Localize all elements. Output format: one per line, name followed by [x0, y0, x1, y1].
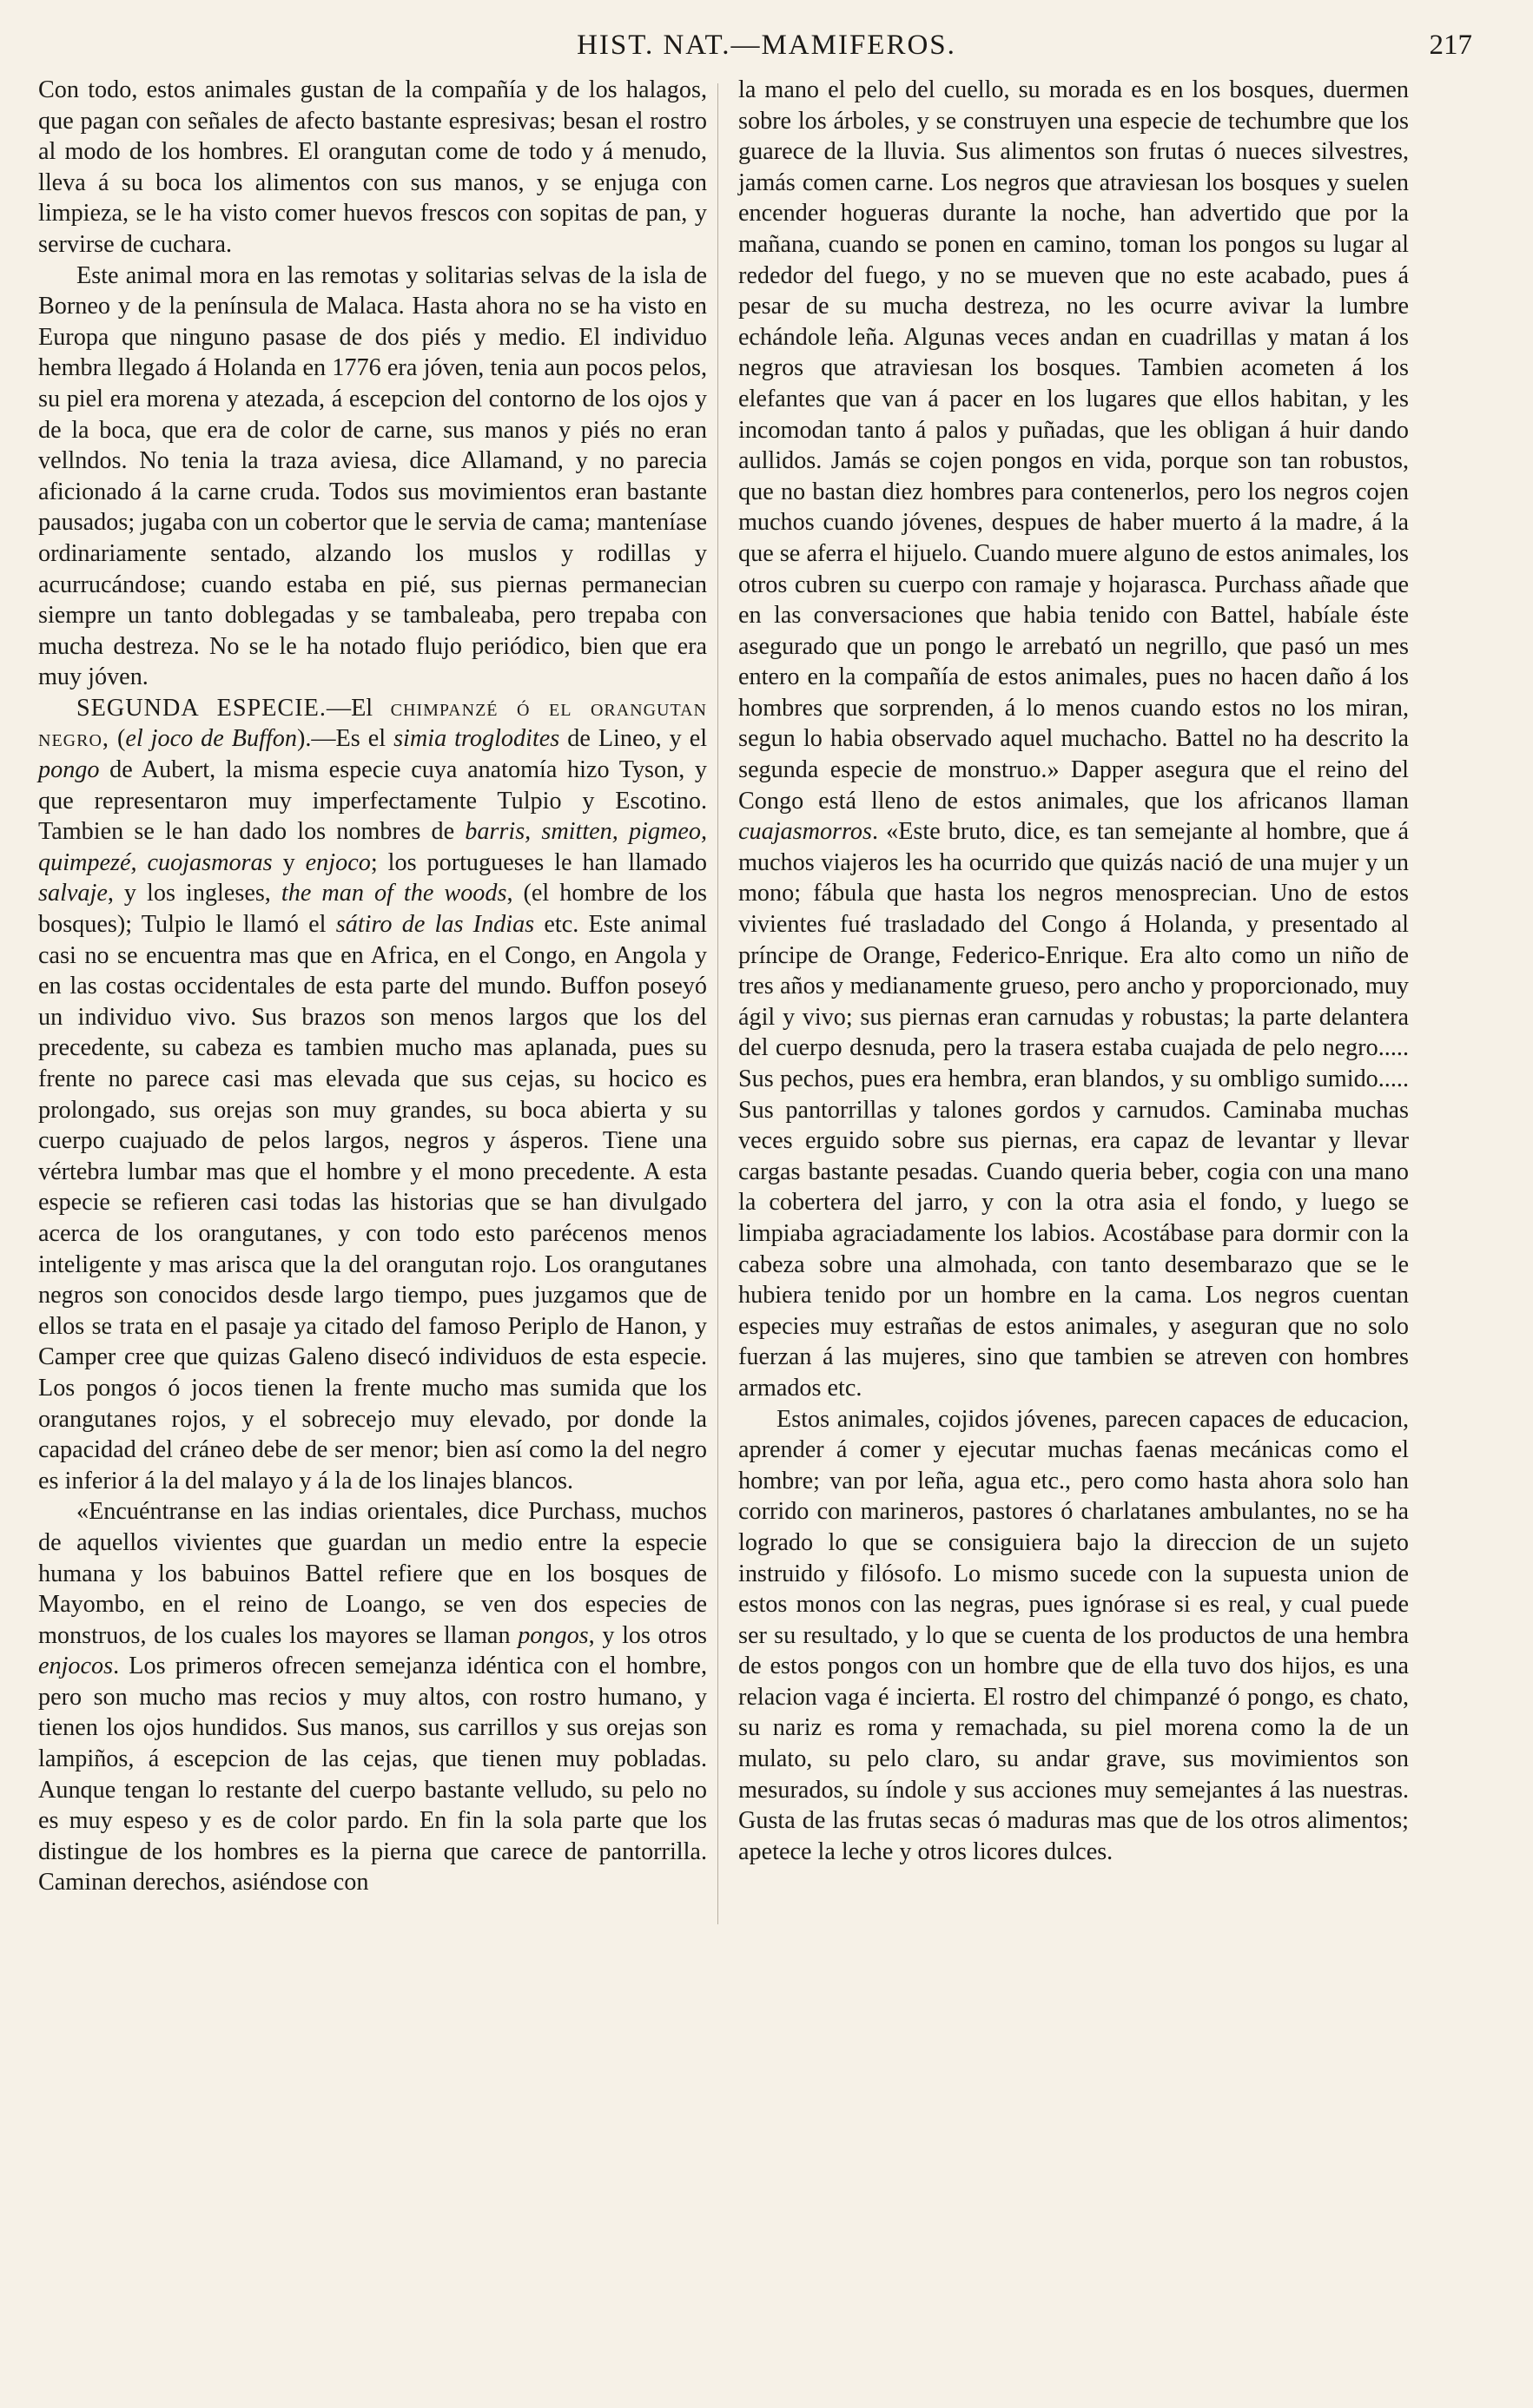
text-run: —El	[326, 694, 373, 722]
text-run: , (el hombre de los bosques); Tulpio le llamó el	[38, 880, 707, 939]
running-title: HIST. NAT.—MAMIFEROS.	[577, 30, 956, 61]
paragraph-education: Estos animales, cojidos jóvenes, parecen capaces de educacion, aprender á comer y ejecutar muchas faenas mecánicas como el hombre; van por leña, agua etc., pero como hasta ahora solo han corrido con marineros, pastores ó charlatanes ambulantes, no se ha logrado lo que se consiguiera bajo la direccion de un sujeto instruido y filósofo. Lo mismo sucede con la supuesta union de estos monos con las negras, pues ignórase si es real, y cual puede ser su resultado, y lo que se cuenta de los productos de una hembra de estos pongos con un hombre que de ella tuvo dos hijos, es una relacion vaga é incierta. El rostro del chimpanzé ó pongo, es chato, su nariz es roma y remachada, su piel morena como la de un mulato, su pelo claro, su andar grave, sus movimientos son mesurados, su índole y sus acciones muy semejantes á las nuestras. Gusta de las frutas secas ó maduras mas que de los otros alimentos; apetece la leche y otros licores dulces.	[738, 1405, 1409, 1865]
italic-term: enjocos	[38, 1653, 114, 1680]
paragraph-second-species	[38, 693, 707, 1496]
text-run: . «Este bruto, dice, es tan semejante al hombre, que á muchos viajeros les ha ocurrido que quizás nació de una mujer y un mono; fábula que hasta los negros menosprecian. Uno de estos vivientes fué trasladado del Congo á Holanda, y presentado al príncipe de Orange, Federico-Enrique. Era alto como un niño de tres años y medianamente grueso, pero ancho y proporcionado, muy ágil y vivo; sus piernas eran carnudas y robustas; la parte delantera del cuerpo desnuda, pero la trasera estaba cuajada de pelo negro..... Sus pechos, pues era hembra, eran blandos, y su ombligo sumido..... Sus pantorrillas y talones gordos y carnudos. Caminaba muchas veces erguido sobre sus piernas, era capaz de levantar y llevar cargas bastante pesadas. Cuando queria beber, cogia con una mano la cobertera del jarro, y con la otra asia el fondo, y luego se limpiaba agraciadamente los labios. Acostábase para dormir con la cabeza sobre una almohada, con tanto desembarazo que se le hubiera tenido por un hombre en la cama. Los negros cuentan especies muy estrañas de estos animales, y aseguran que no solo fuerzan á las mujeres, sino que tambien se atreven con hombres armados etc.	[738, 818, 1409, 1402]
text-run: etc. Este animal casi no se encuentra mas que en Africa, en el Congo, en Angola y en las costas occidentales de esta parte del mundo. Buffon poseyó un individuo vivo. Sus brazos son menos largos que los del precedente, su cabeza es tambien mucho mas aplanada, pues su frente no parece casi mas elevada que sus cejas, su hocico es prolongado, sus orejas son muy grandes, su boca abierta y su cuerpo cuajuado de pelos largos, negros y ásperos. Tiene una vértebra lumbar mas que el hombre y el mono precedente. A esta especie se refieren casi todas las historias que se han divulgado acerca de los orangutanes, y con todo esto parécenos menos inteligente y mas arisca que la del orangutan rojo. Los orangutanes negros son conocidos desde largo tiempo, pues juzgamos que de ellos se trata en el pasaje ya citado del famoso Periplo de Hanon, y Camper cree que quizas Galeno disecó individuos de esta especie. Los pongos ó jocos tienen la frente mucho mas sumida que los orangutanes rojos, y el sobrecejo muy elevado, por donde la capacidad del cráneo debe de ser menor; bien así como la del negro es inferior á la del malayo y á la de los linajes blancos.	[38, 911, 707, 1494]
italic-term: el joco de Buffon	[125, 725, 297, 753]
italic-term: the man of the woods	[281, 880, 507, 907]
text-run: la mano el pelo del cuello, su morada es en los bosques, duermen sobre los árboles, y se construyen una especie de techumbre que los guarece de la lluvia. Sus alimentos son frutas ó nueces silvestres, jamás comen carne. Los negros que atraviesan los bosques y suelen encender hogueras durante la noche, han advertido que por la mañana, cuando se ponen en camino, toman los pongos su lugar al rededor del fuego, y no se mueven que no este acabado, pues á pesar de su mucha destreza, no les ocurre avivar la lumbre echándole leña. Algunas veces andan en cuadrillas y matan á los negros que atraviesan los bosques. Tambien acometen á los elefantes que van á pacer en los lugares que ellos habitan, y les incomodan tanto á palos y puñadas, que les obligan á huir dando aullidos. Jamás se cojen pongos en vida, porque son tan robustos, que no bastan diez hombres para contenerlos, pero los negros cojen muchos cuando jóvenes, despues de haber muerto á la madre, á la que se aferra el hijuelo. Cuando muere alguno de estos animales, los otros cubren su cuerpo con ramaje y hojarasca. Purchass añade que en las conversaciones que habia tenido con Battel, habíale éste asegurado que un pongo le arrebató un negrillo, que pasó un mes entero en la compañía de estos animales, pues no hacen daño á los hombres que sorprenden, á lo menos cuando estos no los miran, segun lo habia observado aquel muchacho. Battel no ha descrito la segunda especie de monstruo.» Dapper asegura que el reino del Congo está lleno de estos animales, que los africanos llaman	[738, 76, 1409, 815]
italic-term: salvaje	[38, 880, 108, 907]
running-head	[0, 30, 1533, 64]
text-run: . Los primeros ofrecen semejanza idéntica con el hombre, pero son mucho mas recios y muy altos, con rostro humano, y tienen los ojos hundidos. Sus manos, sus carrillos y sus orejas son lampiños, á escepcion de las cejas, que tienen muy pobladas. Aunque tengan lo restante del cuerpo bastante velludo, su pelo no es muy espeso y es de color pardo. En fin la sola parte que los distingue de los hombres es la pierna que carece de pantorrilla. Caminan derechos, asiéndose con	[38, 1653, 707, 1897]
italic-term: simia troglodites	[393, 725, 560, 753]
text-run: de Aubert, la misma especie cuya anatomía hizo Tyson, y que representaron muy imperfectamente Tulpio y Escotino. Tambien se le han dado los nombres de	[38, 756, 707, 846]
text-run: ; los portugueses le han llamado	[370, 848, 707, 876]
column-divider	[717, 83, 718, 1924]
left-column	[38, 75, 707, 1898]
text-run: , y los otros	[588, 1621, 708, 1649]
paragraph-pongo-behaviour	[738, 75, 1409, 1404]
text-run: y	[282, 848, 295, 876]
italic-term: barris, smitten, pigmeo, quimpezé, cuojasmoras	[38, 818, 707, 876]
text-run: , y los ingleses,	[107, 880, 271, 907]
paragraph-purchass-quote	[38, 1496, 707, 1898]
text-run: ).—Es el	[296, 725, 387, 753]
species-name: chimpanzé ó el orangutan negro,	[38, 694, 707, 753]
right-column	[738, 75, 1409, 1867]
italic-term: cuajasmorros	[738, 818, 872, 846]
italic-term: pongo	[38, 756, 100, 784]
text-run: «Encuéntranse en las indias orientales, dice Purchass, muchos de aquellos vivientes que guardan un medio entre la especie humana y los babuinos Battel refiere que en los bosques de Mayombo, en el reino de Loango, se ven dos especies de monstruos, de los cuales los mayores se llaman	[38, 1498, 707, 1649]
paragraph-orangutan-habitat: Este animal mora en las remotas y solitarias selvas de la isla de Borneo y de la península de Malaca. Hasta ahora no se ha visto en Europa que ninguno pasase de dos piés y medio. El individuo hembra llegado á Holanda en 1776 era jóven, tenia aun pocos pelos, su piel era morena y atezada, á escepcion del contorno de los ojos y de la boca, que era de color de carne, sus manos y piés no eran vellndos. No tenia la traza aviesa, dice Allamand, y no parecia aficionado á la carne cruda. Todos sus movimientos eran bastante pausados; jugaba con un cobertor que le servia de cama; manteníase ordinariamente sentado, alzando los muslos y rodillas y acurrucándose; cuando estaba en pié, sus piernas permanecian siempre un tanto doblegadas y se tambaleaba, pero trepaba con mucha destreza. No se le ha notado flujo periódico, bien que era muy jóven.	[38, 261, 707, 691]
section-heading: SEGUNDA ESPECIE.	[76, 694, 327, 722]
paragraph-orangutan-habits: Con todo, estos animales gustan de la compañía y de los halagos, que pagan con señales de afecto bastante espresivas; besan el rostro al modo de los hombres. El orangutan come de todo y á menudo, lleva á su boca los alimentos con sus manos, y se enjuga con limpieza, se le ha visto comer huevos frescos con sopitas de pan, y servirse de cuchara.	[38, 76, 707, 258]
text-run: (	[116, 725, 126, 753]
text-run: de Lineo, y el	[567, 725, 708, 753]
italic-term: pongos	[518, 1621, 589, 1649]
italic-term: sátiro de las Indias	[335, 911, 535, 939]
italic-term: enjoco	[305, 848, 371, 876]
page-number: 217	[1429, 30, 1472, 61]
